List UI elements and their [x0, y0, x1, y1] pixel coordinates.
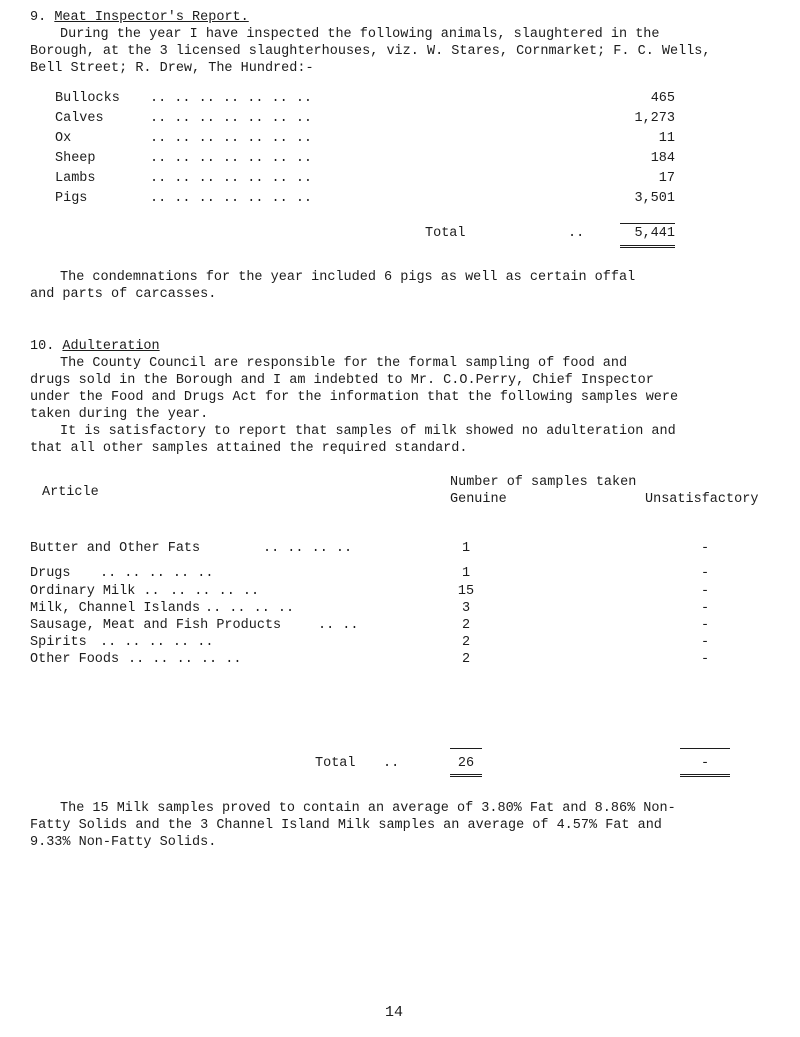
leader-dots: .. .. .. .. .. .. .. — [150, 91, 313, 106]
article-name: Milk, Channel Islands — [30, 601, 201, 616]
genuine-count: 1 — [461, 566, 471, 581]
leader-dots: .. .. .. .. .. .. .. — [150, 151, 313, 166]
total-rule — [620, 223, 675, 224]
para1-line-4: taken during the year. — [30, 407, 209, 422]
section-9-heading — [30, 10, 249, 25]
col-genuine: Genuine — [450, 492, 507, 507]
para2-line-1: It is satisfactory to report that samples of milk showed no adulteration and — [60, 424, 676, 439]
intro-line-2: Borough, at the 3 licensed slaughterhouses, viz. W. Stares, Cornmarket; F. C. Wells, — [30, 44, 711, 59]
samples-total-genuine: 26 — [457, 756, 475, 771]
article-name: Drugs — [30, 566, 71, 581]
animal-count: 11 — [658, 131, 675, 146]
unsatisfactory-count: - — [700, 635, 710, 650]
condemnations-line-1: The condemnations for the year included 6 pigs as well as certain offal — [60, 270, 636, 285]
para1-line-3: under the Food and Drugs Act for the information that the following samples were — [30, 390, 679, 405]
genuine-count: 15 — [457, 584, 475, 599]
unsatisfactory-count: - — [700, 566, 710, 581]
leader-dots: .. .. .. .. .. — [100, 566, 214, 581]
unsatisfactory-count: - — [700, 601, 710, 616]
animal-total-value: 5,441 — [634, 226, 675, 241]
genuine-double-rule — [450, 774, 482, 777]
leader-dots: .. .. .. .. .. .. .. — [150, 111, 313, 126]
samples-total-label: Total — [315, 756, 356, 771]
leader-dots: .. .. .. .. — [205, 601, 295, 616]
article-name: Spirits — [30, 635, 87, 650]
para1-line-1: The County Council are responsible for the formal sampling of food and — [60, 356, 628, 371]
section-10-heading — [30, 339, 160, 354]
milk-line-3: 9.33% Non-Fatty Solids. — [30, 835, 217, 850]
unsatisfactory-count: - — [700, 541, 710, 556]
section-number: 10. — [30, 339, 55, 354]
animal-name: Lambs — [55, 171, 96, 186]
animal-name: Ox — [55, 131, 72, 146]
leader-dots: .. .. .. .. .. .. .. — [150, 191, 313, 206]
genuine-count: 2 — [461, 618, 471, 633]
leader-dots: .. .. .. .. — [263, 541, 353, 556]
unsatisfactory-count: - — [700, 618, 710, 633]
leader-dots: .. .. — [318, 618, 359, 633]
article-name: Other Foods — [30, 652, 120, 667]
animal-total-label: Total — [425, 226, 466, 241]
unsatisfactory-count: - — [700, 652, 710, 667]
unsat-total-rule — [680, 748, 730, 749]
animal-count: 465 — [650, 91, 675, 106]
intro-line-3: Bell Street; R. Drew, The Hundred:- — [30, 61, 314, 76]
genuine-count: 2 — [461, 652, 471, 667]
milk-line-1: The 15 Milk samples proved to contain an average of 3.80% Fat and 8.86% Non- — [60, 801, 676, 816]
animal-name: Calves — [55, 111, 104, 126]
animal-name: Sheep — [55, 151, 96, 166]
leader-dots: .. .. .. .. .. .. .. — [150, 171, 313, 186]
intro-line-1: During the year I have inspected the following animals, slaughtered in the — [60, 27, 660, 42]
section-title: Adulteration — [62, 339, 160, 354]
page-number: 14 — [385, 1004, 404, 1021]
animal-count: 3,501 — [634, 191, 675, 206]
samples-total-unsatisfactory: - — [700, 756, 710, 771]
animal-count: 17 — [658, 171, 675, 186]
article-name: Sausage, Meat and Fish Products — [30, 618, 282, 633]
condemnations-line-2: and parts of carcasses. — [30, 287, 217, 302]
animal-count: 1,273 — [634, 111, 675, 126]
section-title: Meat Inspector's Report. — [54, 10, 249, 25]
para1-line-2: drugs sold in the Borough and I am indebted to Mr. C.O.Perry, Chief Inspector — [30, 373, 654, 388]
genuine-count: 2 — [461, 635, 471, 650]
unsatisfactory-count: - — [700, 584, 710, 599]
leader-dots: .. .. .. .. .. .. .. — [150, 131, 313, 146]
genuine-count: 3 — [461, 601, 471, 616]
leader-dots: .. .. .. .. .. — [128, 652, 242, 667]
milk-line-2: Fatty Solids and the 3 Channel Island Milk samples an average of 4.57% Fat and — [30, 818, 662, 833]
col-number-taken: Number of samples taken — [450, 475, 637, 490]
article-name: Ordinary Milk .. — [30, 584, 160, 599]
total-double-rule — [620, 245, 675, 248]
col-article: Article — [42, 485, 99, 500]
section-number: 9. — [30, 10, 47, 25]
para2-line-2: that all other samples attained the required standard. — [30, 441, 468, 456]
animal-name: Pigs — [55, 191, 88, 206]
leader-dots: .. .. .. .. — [170, 584, 260, 599]
animal-name: Bullocks — [55, 91, 120, 106]
genuine-count: 1 — [461, 541, 471, 556]
genuine-total-rule — [450, 748, 482, 749]
unsat-double-rule — [680, 774, 730, 777]
animal-count: 184 — [650, 151, 675, 166]
leader-dots: .. .. .. .. .. — [100, 635, 214, 650]
col-unsatisfactory: Unsatisfactory — [645, 492, 759, 507]
article-name: Butter and Other Fats — [30, 541, 201, 556]
animal-total-dots: .. — [568, 226, 585, 241]
samples-total-dots: .. — [383, 756, 400, 771]
